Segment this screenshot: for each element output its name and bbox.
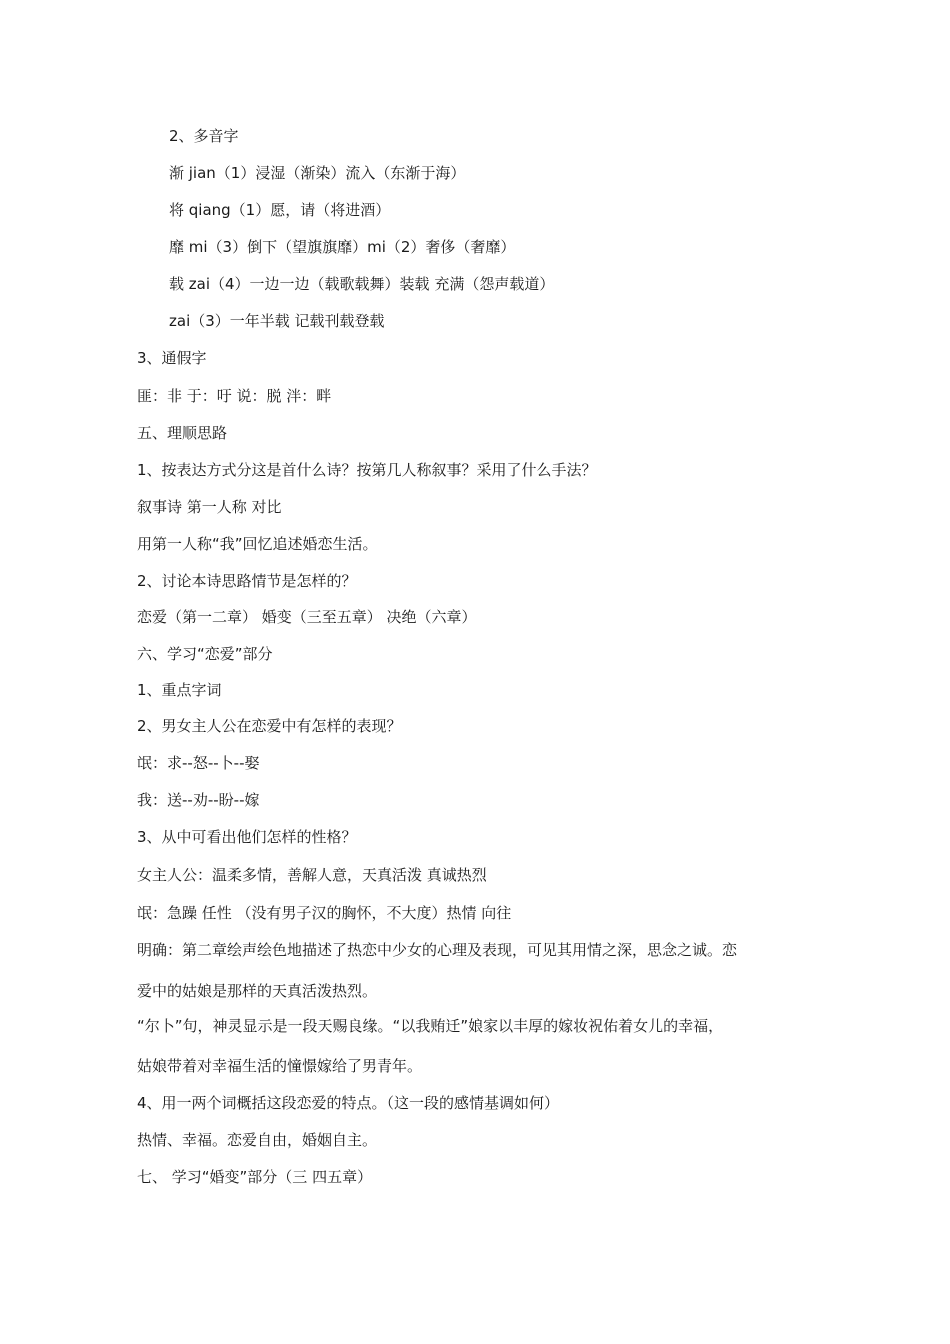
text-line: 将 qiang（1）愿，请（将进酒）	[169, 201, 391, 219]
text-line: 我：送--劝--盼--嫁	[137, 791, 260, 809]
text-line: 女主人公：温柔多情，善解人意，天真活泼 真诚热烈	[137, 866, 487, 884]
text-line: 3、从中可看出他们怎样的性格？	[137, 828, 357, 846]
text-line: 叙事诗 第一人称 对比	[137, 498, 282, 516]
text-line: 2、讨论本诗思路情节是怎样的？	[137, 572, 357, 590]
text-line: 靡 mi（3）倒下（望旗旗靡）mi（2）奢侈（奢靡）	[169, 238, 516, 256]
text-line: 氓：急躁 任性 （没有男子汉的胸怀，不大度）热情 向往	[137, 904, 512, 922]
text-line: 热情、幸福。恋爱自由，婚姻自主。	[137, 1131, 378, 1149]
text-line: 明确：第二章绘声绘色地描述了热恋中少女的心理及表现，可见其用情之深，思念之诚。恋	[137, 941, 738, 959]
text-line: 4、用一两个词概括这段恋爱的特点。（这一段的感情基调如何）	[137, 1094, 560, 1112]
text-line: 1、重点字词	[137, 681, 222, 699]
text-line: “尔卜”句，神灵显示是一段天赐良缘。“以我贿迁”娘家以丰厚的嫁妆祝佑着女儿的幸福，	[137, 1017, 724, 1035]
text-line: 1、按表达方式分这是首什么诗？按第几人称叙事？采用了什么手法？	[137, 461, 597, 479]
text-line: 氓：求--怒--卜--娶	[137, 754, 260, 772]
text-line: 恋爱（第一二章） 婚变（三至五章） 决绝（六章）	[137, 608, 477, 626]
section-heading: 七、 学习“婚变”部分（三 四五章）	[137, 1168, 373, 1186]
text-line: 载 zai（4）一边一边（载歌载舞）装载 充满（怨声载道）	[169, 275, 555, 293]
section-heading: 五、理顺思路	[137, 424, 228, 442]
text-line: 姑娘带着对幸福生活的憧憬嫁给了男青年。	[137, 1057, 423, 1075]
text-line: 2、男女主人公在恋爱中有怎样的表现？	[137, 717, 402, 735]
text-line: 渐 jian（1）浸湿（渐染）流入（东渐于海）	[169, 164, 466, 182]
text-line: 匪：非 于：吁 说：脱 泮：畔	[137, 387, 332, 405]
text-line: 2、多音字	[169, 127, 239, 145]
text-line: 3、通假字	[137, 349, 207, 367]
section-heading: 六、学习“恋爱”部分	[137, 645, 273, 663]
text-line: zai（3）一年半载 记载刊载登载	[169, 312, 385, 330]
text-line: 爱中的姑娘是那样的天真活泼热烈。	[137, 982, 378, 1000]
text-line: 用第一人称“我”回忆追述婚恋生活。	[137, 535, 378, 553]
